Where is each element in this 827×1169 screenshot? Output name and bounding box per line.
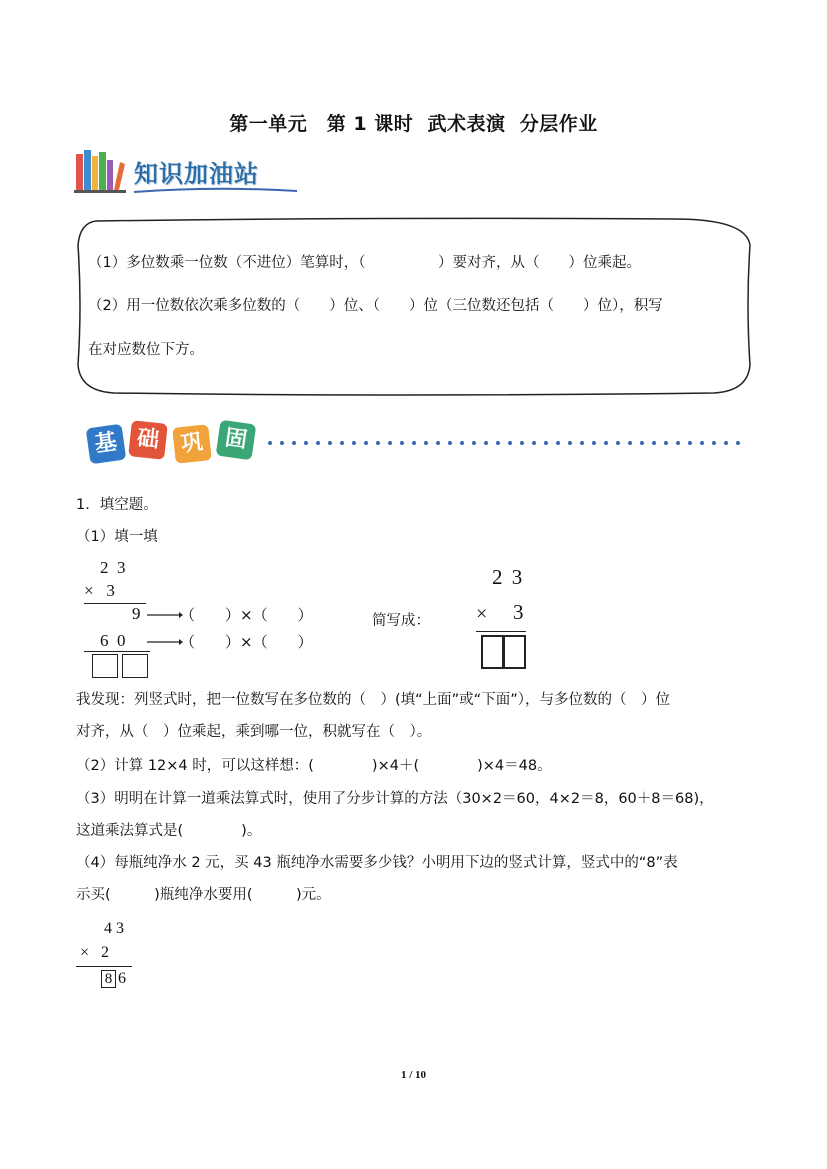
calc-a-multiplier: × 3: [84, 581, 115, 600]
q1-heading: 1．填空题。: [76, 497, 158, 513]
answer-box[interactable]: [503, 635, 526, 669]
banner-basics-tile-4: 固: [216, 420, 257, 461]
answer-box[interactable]: [481, 635, 504, 669]
banner-knowledge: [74, 148, 304, 196]
banner-underline: [132, 186, 302, 196]
banner-basics-tile-3: 巩: [172, 424, 212, 464]
knowledge-line-3: 在对应数位下方。: [88, 342, 204, 358]
calc-a-top: 2 3: [100, 558, 126, 577]
calc-c-last-digit: 6: [118, 970, 126, 987]
answer-box[interactable]: [122, 654, 148, 678]
calc-a-rule-2: [84, 651, 150, 652]
q1-2: （2）计算 12×4 时，可以这样想：( )×4＋( )×4＝48。: [76, 758, 552, 774]
calc-c-top: 4 3: [104, 920, 124, 937]
calc-c-multiplier: × 2: [80, 944, 110, 961]
banner-basics-tile-2: 础: [128, 420, 168, 460]
discover-line-2: 对齐，从（ ）位乘起，乘到哪一位，积就写在（ ）。: [76, 724, 432, 740]
q1-4-line-1: （4）每瓶纯净水 2 元，买 43 瓶纯净水需要多少钱？小明用下边的竖式计算，竖式中的“8”表: [76, 855, 678, 871]
banner-basics-tile-1: 基: [86, 424, 127, 465]
calc-b-multiplier: 3: [513, 600, 524, 624]
arrow-icon: [147, 637, 183, 647]
q1-3-line-1: （3）明明在计算一道乘法算式时，使用了分步计算的方法（30×2＝60，4×2＝8，60＋8＝68)，: [76, 791, 714, 807]
page-title: 第一单元 第 1 课时 武术表演 分层作业: [229, 113, 598, 135]
knowledge-line-1: （1）多位数乘一位数（不进位）笔算时，（ ）要对齐，从（ ）位乘起。: [88, 255, 641, 271]
arrow-icon: [147, 610, 183, 620]
calc-a-partial-2: 6 0: [100, 631, 126, 650]
banner-knowledge-title: 知识加油站: [134, 160, 259, 188]
q1-4-line-2: 示买( )瓶纯净水要用( )元。: [76, 887, 331, 903]
knowledge-line-2: （2）用一位数依次乘多位数的（ ）位、（ ）位（三位数还包括（ ）位），积写: [88, 298, 663, 314]
calc-b-top: 2 3: [492, 565, 525, 589]
q1-3-line-2: 这道乘法算式是( )。: [76, 823, 262, 839]
calc-a-partial-1: 9: [132, 604, 141, 623]
calc-a-blank-1: （ ）×（ ）: [180, 606, 313, 624]
q1-1-label: （1）填一填: [76, 529, 158, 545]
calc-b-rule: [476, 631, 526, 632]
banner-basics: [88, 420, 748, 470]
page-number: 1 / 10: [400, 1069, 427, 1081]
books-icon: [74, 148, 126, 194]
calc-c-rule: [76, 966, 132, 967]
discover-line-1: 我发现：列竖式时，把一位数写在多位数的（ ）(填“上面”或“下面”），与多位数的（ ）位: [76, 692, 670, 708]
banner-dots: [266, 438, 746, 448]
calc-c-boxed-digit: 8: [101, 970, 116, 988]
calc-b-times: ×: [476, 603, 488, 625]
answer-box[interactable]: [92, 654, 118, 678]
calc-a-blank-2: （ ）×（ ）: [180, 633, 313, 651]
shorthand-label: 简写成：: [372, 613, 430, 629]
